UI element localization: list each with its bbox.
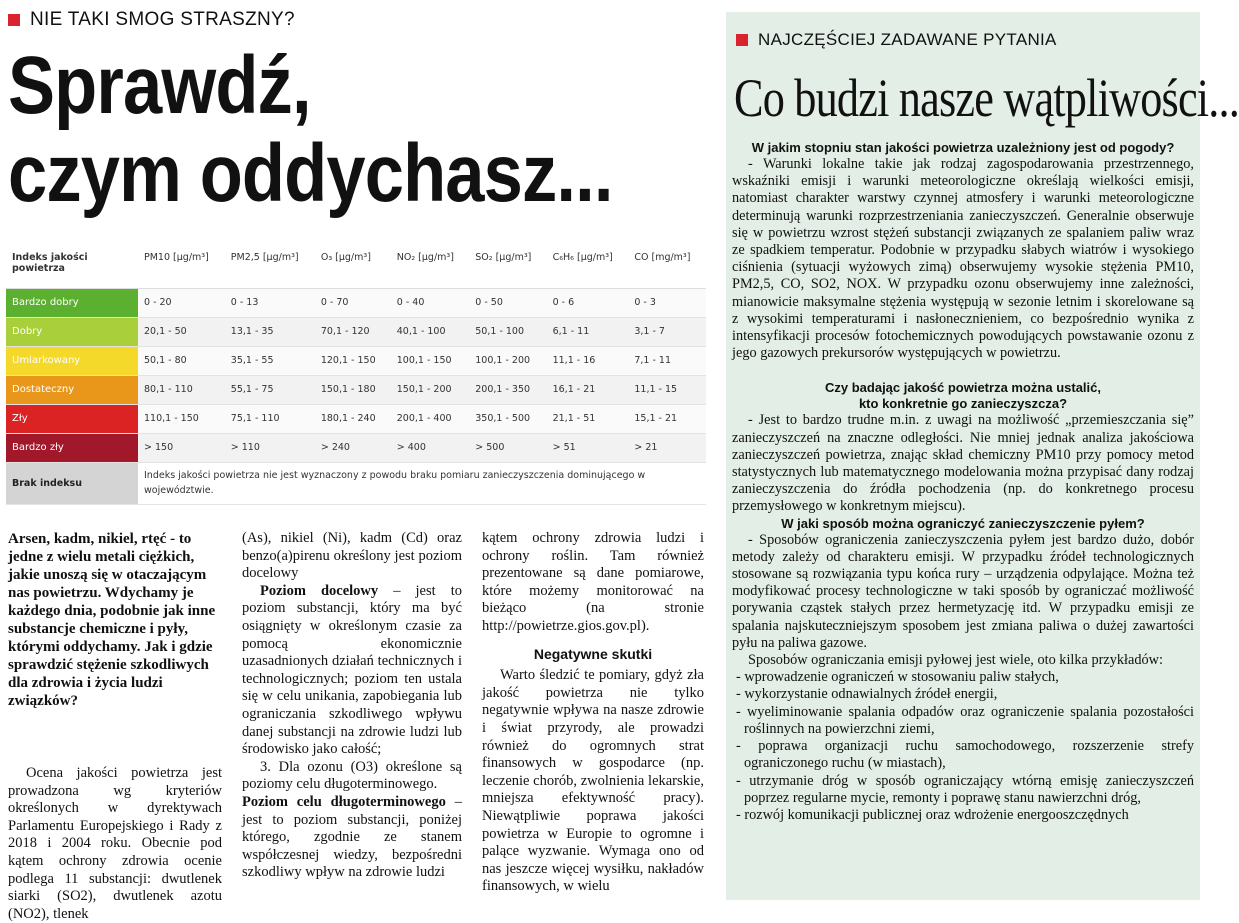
index-level-cell: Umiarkowany xyxy=(6,346,138,375)
table-row xyxy=(6,317,706,346)
table-cell: 50,1 - 80 xyxy=(138,346,225,375)
col1-paragraph: Ocena jakości powietrza jest prowadzona wg kryteriów określonych w dyrektywach Parlamentu Europejskiego i Rady z 2018 i 2004 roku. Obecnie pod kątem ochrony zdrowia ocenie podlega 11 substancji: dwutlenek siarki (SO2), dwutlenek azotu (NO2), tlenek xyxy=(8,765,222,922)
header-pm10: PM10 [µg/m³] xyxy=(138,246,225,288)
table-cell: 0 - 40 xyxy=(391,288,470,317)
answer-4: Sposobów ograniczania emisji pyłowej jest wiele, oto kilka przykładów: xyxy=(748,652,1163,669)
table-cell: 350,1 - 500 xyxy=(469,404,546,433)
emission-reduction-list xyxy=(732,669,1194,824)
table-cell: 80,1 - 110 xyxy=(138,375,225,404)
col2-paragraph-3: 3. Dla ozonu (O3) określone są poziomy celu długoterminowego. xyxy=(242,758,462,793)
header-index: Indeks jakości powietrza xyxy=(6,246,138,288)
header-c6h6: C₆H₆ [µg/m³] xyxy=(547,246,629,288)
index-level-cell: Bardzo zły xyxy=(6,433,138,462)
table-cell: > 400 xyxy=(391,433,470,462)
faq-body xyxy=(732,140,1194,824)
index-level-cell: Zły xyxy=(6,404,138,433)
table-cell: 7,1 - 11 xyxy=(628,346,706,375)
table-cell: 35,1 - 55 xyxy=(225,346,315,375)
header-o3: O₃ [µg/m³] xyxy=(315,246,391,288)
header-co: CO [mg/m³] xyxy=(628,246,706,288)
term-poziom-celu: Poziom celu długoterminowego xyxy=(242,793,446,810)
table-cell: 0 - 3 xyxy=(628,288,706,317)
table-cell: 55,1 - 75 xyxy=(225,375,315,404)
table-cell: 150,1 - 180 xyxy=(315,375,391,404)
index-level-cell: Dobry xyxy=(6,317,138,346)
red-square-icon xyxy=(8,14,20,26)
article-lead: Arsen, kadm, nikiel, rtęć - to jedne z wielu metali ciężkich, jakie unoszą się w otaczającym nas powietrzu. Wdychamy je każdego dnia, podobnie jak inne substancje chemiczne i pyły, którymi oddychamy. Jak i gdzie sprawdzić stężenie szkodliwych dla zdrowia i życia ludzi związków? xyxy=(8,531,216,709)
answer-2: - Jest to bardzo trudne m.in. z uwagi na możliwość „przemieszczania się” zanieczyszczeń na znaczne odległości. Nie mniej jednak analiza jakościowa zanieczyszczeń powietrza, znając skład chemiczny PM10 przy pomocy metod statystycznych lub matematycznego modelowania można przypisać dany rodzaj zanieczyszczenia do źródła pochodzenia (np. do konkretnego procesu przemysłowego w konkretnym miejscu). xyxy=(732,412,1194,515)
air-quality-index-table xyxy=(6,246,706,505)
header-pm25: PM2,5 [µg/m³] xyxy=(225,246,315,288)
table-cell: 40,1 - 100 xyxy=(391,317,470,346)
table-cell: 11,1 - 15 xyxy=(628,375,706,404)
table-cell: 150,1 - 200 xyxy=(391,375,470,404)
col2-paragraph-1: (As), nikiel (Ni), kadm (Cd) oraz benzo(a)pirenu określony jest poziom docelowy xyxy=(242,530,462,582)
list-item: - wykorzystanie odnawialnych źródeł energii, xyxy=(736,686,998,703)
article-column-1 xyxy=(8,765,222,923)
table-cell: 200,1 - 350 xyxy=(469,375,546,404)
table-cell: 0 - 6 xyxy=(547,288,629,317)
table-row-brak xyxy=(6,462,706,504)
table-cell: 110,1 - 150 xyxy=(138,404,225,433)
table-cell: 0 - 50 xyxy=(469,288,546,317)
header-no2: NO₂ [µg/m³] xyxy=(391,246,470,288)
headline-line-1: Sprawdź, xyxy=(8,40,311,131)
table-cell: 15,1 - 21 xyxy=(628,404,706,433)
list-item: - wprowadzenie ograniczeń w stosowaniu paliw stałych, xyxy=(736,669,1059,686)
col2-paragraph-2 xyxy=(242,583,462,759)
table-cell: 0 - 13 xyxy=(225,288,315,317)
faq-box xyxy=(726,12,1239,900)
table-cell: 3,1 - 7 xyxy=(628,317,706,346)
question-2 xyxy=(732,380,1194,412)
index-level-cell: Dostateczny xyxy=(6,375,138,404)
table-cell: 6,1 - 11 xyxy=(547,317,629,346)
table-header-row xyxy=(6,246,706,288)
brak-note: Indeks jakości powietrza nie jest wyznaczony z powodu braku pomiaru zanieczyszczenia dominującego w województwie. xyxy=(138,462,706,504)
article-column-3 xyxy=(482,530,704,896)
table-row xyxy=(6,346,706,375)
col2-paragraph-4 xyxy=(242,794,462,882)
table-cell: 16,1 - 21 xyxy=(547,375,629,404)
answer-3: - Sposobów ograniczenia zanieczyszczenia pyłem jest bardzo dużo, dobór metody zależy od charakteru emisji. W przypadku źródeł technologicznych stosowane są rozwiązania typu końca rury – urządzenia odpylające. Można też modyfikować procesy technologiczne w taki sposób by ograniczać możliwość porywania cząstek stałych przez hermetyzację itd. W przypadku emisji ze spalania najskuteczniejszym sposobem jest zmiana paliwa o dużej zawartości pyłu na paliwa gazowe. xyxy=(732,531,1194,651)
table-cell: 70,1 - 120 xyxy=(315,317,391,346)
list-item: - poprawa organizacji ruchu samochodowego, rozszerzenie strefy ograniczonego ruchu (w miastach), xyxy=(736,738,1194,772)
table-cell: 21,1 - 51 xyxy=(547,404,629,433)
table-cell: 0 - 20 xyxy=(138,288,225,317)
subheading-negatywne-skutki: Negatywne skutki xyxy=(533,645,653,662)
table-row xyxy=(6,433,706,462)
question-2-line-1: Czy badając jakość powietrza można ustalić, xyxy=(825,380,1101,396)
table-cell: 11,1 - 16 xyxy=(547,346,629,375)
kicker-text: NIE TAKI SMOG STRASZNY? xyxy=(30,9,295,30)
list-item: - wyeliminowanie spalania odpadów oraz ograniczenie spalania pozostałości roślinnych na powierzchni ziemi, xyxy=(736,703,1194,737)
question-2-line-2: kto konkretnie go zanieczyszcza? xyxy=(858,396,1068,412)
brak-label: Brak indeksu xyxy=(6,462,138,504)
question-3: W jaki sposób można ograniczyć zanieczyszczenie pyłem? xyxy=(781,515,1145,531)
index-level-cell: Bardzo dobry xyxy=(6,288,138,317)
article-headline xyxy=(8,40,613,219)
faq-kicker xyxy=(736,30,1057,50)
table-cell: 50,1 - 100 xyxy=(469,317,546,346)
table-cell: > 500 xyxy=(469,433,546,462)
term-poziom-docelowy: Poziom docelowy xyxy=(260,582,379,599)
headline-line-2: czym oddychasz... xyxy=(8,128,613,219)
article-column-2 xyxy=(242,530,462,882)
table-cell: > 110 xyxy=(225,433,315,462)
table-cell: 120,1 - 150 xyxy=(315,346,391,375)
table-cell: 13,1 - 35 xyxy=(225,317,315,346)
table-row xyxy=(6,375,706,404)
col2-definition-1: – jest to poziom substancji, który ma być osiągnięty w określonym czasie za pomocą ekonomicznie uzasadnionych działań technicznych i technologicznych; poziom ten ustala się w celu unikania, zapobiegania lub ograniczania szkodliwego wpływu danej substancji na zdrowie ludzi lub środowisko jako całość; xyxy=(242,582,462,758)
table-cell: 200,1 - 400 xyxy=(391,404,470,433)
list-item: - rozwój komunikacji publicznej oraz wdrożenie energooszczędnych xyxy=(736,806,1129,823)
table-cell: 0 - 70 xyxy=(315,288,391,317)
faq-kicker-text: NAJCZĘŚCIEJ ZADAWANE PYTANIA xyxy=(758,30,1057,49)
question-1: W jakim stopniu stan jakości powietrza uzależniony jest od pogody? xyxy=(751,140,1175,155)
red-square-icon xyxy=(736,34,748,46)
table-row xyxy=(6,288,706,317)
table-cell: 20,1 - 50 xyxy=(138,317,225,346)
article-kicker xyxy=(8,9,295,31)
table-cell: 100,1 - 150 xyxy=(391,346,470,375)
answer-1: - Warunki lokalne takie jak rodzaj zagospodarowania przestrzennego, wskaźniki emisji i warunki meteorologiczne określają wielkości emisji, natomiast charakter warstwy czynnej atmosfery i warunki meteorologiczne determinują warunki rozprzestrzeniania zanieczyszczeń. Generalnie obserwuje się w powietrzu wzrost stężeń substancji związanych ze spalaniem paliw wraz ze spadkiem temperatur. Podobnie w przypadku słabych wiatrów i wysokiego ciśnienia (sytuacji wyżowych zimą) obserwujemy wysokie stężenia PM10, PM2,5, CO, SO2, NOX. W przypadku ozonu obserwujemy inne zależności, mianowicie maksymalne stężenia występują w sezonie letnim i skorelowane są z wysokimi temperaturami i nasłonecznieniem, co bezpośrednio wynika z intensyfikacji procesów fotochemicznych powodujących powstawanie ozonu z jego gazowych prekursorów występujących w powietrzu. xyxy=(732,156,1194,362)
header-so2: SO₂ [µg/m³] xyxy=(469,246,546,288)
table-cell: 100,1 - 200 xyxy=(469,346,546,375)
table-cell: 180,1 - 240 xyxy=(315,404,391,433)
table-cell: > 21 xyxy=(628,433,706,462)
col3-paragraph-2: Warto śledzić te pomiary, gdyż zła jakość powietrza nie tylko negatywnie wpływa na nasze zdrowie i świat przyrody, ale prowadzi również do ogromnych strat finansowych w gospodarce (np. leczenie chorób, zwolnienia lekarskie, mniejsza efektywność pracy). Niewątpliwie poprawa jakości powietrza w Europie to ogromne i palące wyzwanie. Wymaga ono od nas jeszcze więcej wysiłku, nakładów finansowych, w wielu xyxy=(482,667,704,895)
faq-title: Co budzi nasze wątpliwości... xyxy=(734,68,1239,128)
col3-paragraph-1: kątem ochrony zdrowia ludzi i ochrony roślin. Tam również prezentowane są dane pomiarowe, które możemy monitorować na bieżąco (na stronie http://powietrze.gios.gov.pl). xyxy=(482,530,704,634)
table-cell: > 51 xyxy=(547,433,629,462)
list-item: - utrzymanie dróg w sposób ograniczający wtórną emisję zanieczyszczeń poprzez regularne mycie, remonty i poprawę stanu nawierzchni dróg, xyxy=(736,772,1194,806)
table-cell: 75,1 - 110 xyxy=(225,404,315,433)
table-row xyxy=(6,404,706,433)
table-cell: > 150 xyxy=(138,433,225,462)
col2-definition-2: – jest to poziom substancji, poniżej którego, zgodnie ze stanem współczesnej wiedzy, bezpośredni szkodliwy wpływ na zdrowie ludzi xyxy=(242,793,462,881)
table-cell: > 240 xyxy=(315,433,391,462)
